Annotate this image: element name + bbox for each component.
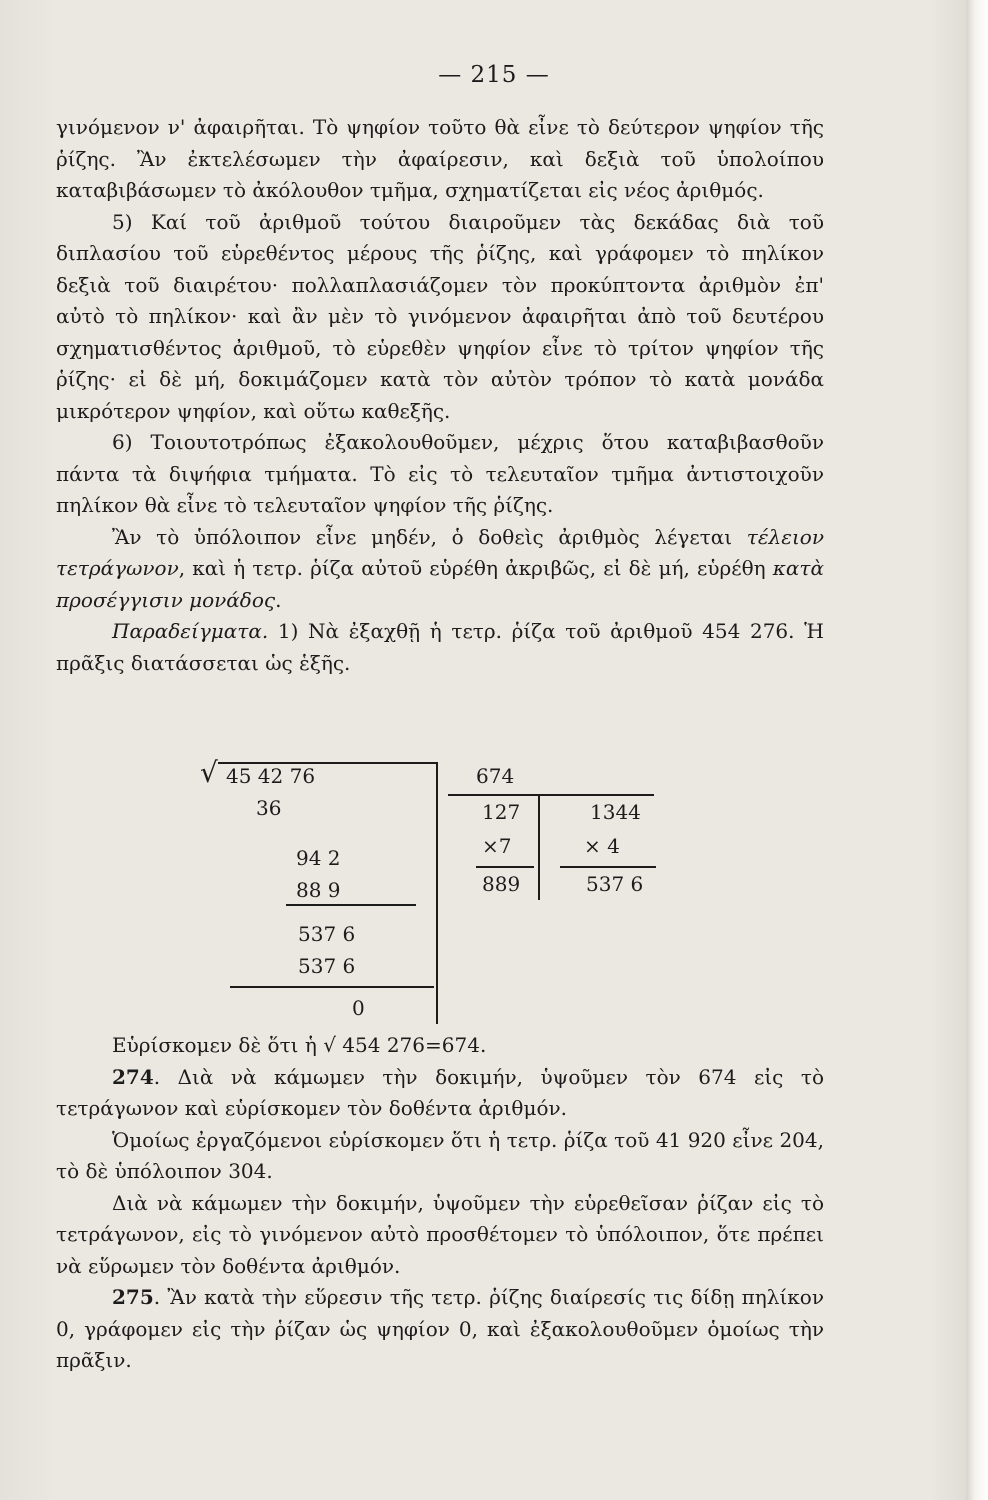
section-275-text: . Ἂν κατὰ τὴν εὕρεσιν τῆς τετρ. ῥίζης διαίρεσίς τις δίδῃ πηλίκον 0, γράφομεν εἰς τὴν ῥίζαν ὡς ψηφίον 0, καὶ ἐξακολουθοῦμεν ὁμοίως τὴν πρᾶξιν.	[56, 1285, 824, 1372]
product-line-1	[476, 866, 534, 868]
final-remainder: 0	[352, 996, 365, 1020]
subtrahend-2: 88 9	[296, 878, 341, 902]
trial-divisor-2: 1344	[590, 800, 641, 824]
approximation-term: κατὰ προσέγγισιν μονάδος	[56, 556, 824, 612]
section-274-text: . Διὰ νὰ κάμωμεν τὴν δοκιμήν, ὑψοῦμεν τὸν 674 εἰς τὸ τετράγωνον καὶ εὑρίσκομεν τὸν δοθέντα ἀριθμόν.	[56, 1064, 824, 1120]
paragraph-check: Διὰ νὰ κάμωμεν τὴν δοκιμήν, ὑψοῦμεν τὴν εὑρεθεῖσαν ῥίζαν εἰς τὸ τετράγωνον, εἰς τὸ γινόμενον αὐτὸ προσθέτομεν τὸ ὑπόλοιπον, ὅτε πρέπει νὰ εὕρωμεν τὸν δοθέντα ἀριθμόν.	[56, 1190, 824, 1278]
paragraph-continuation: γινόμενον ν' ἀφαιρῆται. Τὸ ψηφίον τοῦτο θὰ εἶνε τὸ δεύτερον ψηφίον τῆς ῥίζης. Ἂν ἐκτελέσωμεν τὴν ἀφαίρεσιν, καὶ δεξιὰ τοῦ ὑπολοίπου καταβιβάσωμεν τὸ ἀκόλουθον τμῆμα, σχηματίζεται εἰς νέος ἀριθμός.	[56, 115, 824, 202]
lower-text-block	[56, 1030, 824, 1377]
upper-text-block	[56, 112, 824, 679]
product-2: 537 6	[586, 872, 644, 896]
section-number-274: 274	[112, 1064, 154, 1089]
subtrahend-3: 537 6	[298, 954, 356, 978]
perfect-square-middle: , καὶ ἡ τετρ. ῥίζα αὐτοῦ εὑρέθη ἀκριβῶς, εἰ δὲ μή, εὑρέθη	[178, 556, 773, 580]
product-line-2	[560, 866, 656, 868]
result-line: Εὑρίσκομεν δὲ ὅτι ἡ √ 454 276=674.	[112, 1033, 487, 1057]
paragraph-perfect-square	[56, 522, 824, 617]
perfect-square-term: τέλειον τετράγωνον	[56, 524, 824, 580]
radical-bar	[218, 762, 436, 764]
section-275	[56, 1282, 824, 1377]
paragraph-example	[56, 616, 824, 679]
square-root-calculation	[190, 756, 670, 1022]
perfect-square-lead: Ἂν τὸ ὑπόλοιπον εἶνε μηδέν, ὁ δοθεὶς ἀριθμὸς λέγεται	[112, 524, 747, 549]
paragraph-step-5: 5) Καί τοῦ ἀριθμοῦ τούτου διαιροῦμεν τὰς δεκάδας διὰ τοῦ διπλασίου τοῦ εὑρεθέντος μέρους τῆς ῥίζης, καὶ γράφομεν τὸ πηλίκον δεξιὰ τοῦ διαιρέτου· πολλαπλασιάζομεν τὸν προκύπτοντα ἀριθμὸν ἐπ' αὐτὸ τὸ πηλίκον· καὶ ἂν μὲν τὸ γινόμενον ἀφαιρῆται ἀπὸ τοῦ δευτέρου σχηματισθέντος ἀριθμοῦ, τὸ εὑρεθὲν ψηφίον εἶνε τὸ τρίτον ψηφίον τῆς ῥίζης· εἰ δὲ μή, δοκιμάζομεν κατὰ τὸν αὐτὸν τρόπον τὸ κατὰ μονάδα μικρότερον ψηφίον, καὶ οὕτω καθεξῆς.	[56, 209, 824, 423]
trial-divider-line	[538, 794, 540, 900]
paragraph-step-6: 6) Τοιουτοτρόπως ἐξακολουθοῦμεν, μέχρις ὅτου καταβιβασθοῦν πάντα τὰ διψήφια τμήματα. Τὸ εἰς τὸ τελευταῖον τμῆμα ἀντιστοιχοῦν πηλίκον θὰ εἶνε τὸ τελευταῖον ψηφίον τῆς ῥίζης.	[56, 430, 824, 517]
subtraction-line-2	[230, 986, 434, 988]
subtraction-line-1	[286, 904, 416, 906]
section-number-275: 275	[112, 1285, 154, 1309]
vertical-divider	[436, 762, 438, 1024]
root-result: 674	[476, 764, 515, 788]
radical-sign: √	[200, 756, 218, 789]
section-274	[56, 1062, 824, 1125]
multiplier-2: × 4	[584, 834, 620, 858]
radicand: 45 42 76	[226, 764, 316, 788]
remainder-2: 537 6	[298, 922, 356, 946]
example-text: 1) Νὰ ἐξαχθῇ ἡ τετρ. ῥίζα τοῦ ἀριθμοῦ 454 276. Ἡ πρᾶξις διατάσσεται ὡς ἑξῆς.	[56, 619, 824, 675]
product-1: 889	[482, 872, 521, 896]
perfect-square-end: .	[275, 587, 282, 612]
page-edge	[966, 0, 988, 1500]
page-number: — 215 —	[438, 62, 550, 88]
root-underline	[448, 794, 654, 796]
paragraph-similar: Ὁμοίως ἐργαζόμενοι εὑρίσκομεν ὅτι ἡ τετρ. ῥίζα τοῦ 41 920 εἶνε 204, τὸ δὲ ὑπόλοιπον 304.	[56, 1127, 824, 1183]
trial-divisor-1: 127	[482, 800, 521, 824]
subtrahend-1: 36	[256, 796, 282, 820]
example-label: Παραδείγματα.	[112, 619, 269, 643]
remainder-1: 94 2	[296, 846, 341, 870]
multiplier-1: ×7	[482, 834, 512, 858]
